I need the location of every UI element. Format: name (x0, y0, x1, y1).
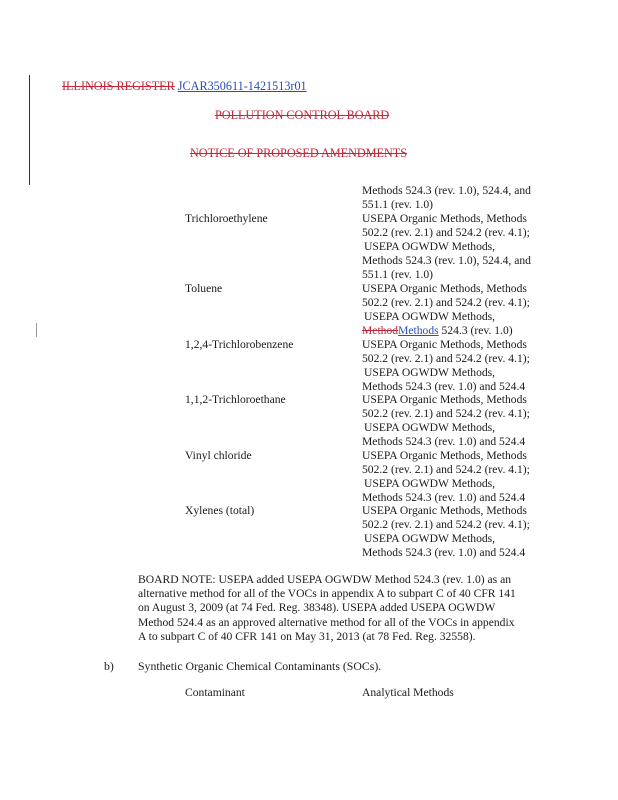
methods-cell (362, 282, 562, 338)
methods-cell (362, 338, 562, 394)
methods-line: USEPA OGWDW Methods, (364, 239, 496, 253)
change-bar-top (29, 75, 30, 185)
methods-line: Methods 524.3 (rev. 1.0), 524.4, and (362, 184, 531, 197)
column-heading-contaminant: Contaminant (185, 686, 245, 699)
board-note-line: BOARD NOTE: USEPA added USEPA OGWDW Method 524.3 (rev. 1.0) as an (138, 573, 512, 586)
methods-line: Methods 524.3 (rev. 1.0) and 524.4 (362, 434, 526, 448)
methods-cell (362, 504, 562, 560)
contaminant-name: 1,1,2-Trichloroethane (185, 393, 286, 406)
methods-line: USEPA Organic Methods, Methods (362, 338, 527, 351)
methods-line: USEPA OGWDW Methods, (364, 309, 496, 323)
register-header (62, 79, 307, 94)
contaminant-name: Vinyl chloride (185, 449, 252, 462)
methods-line: USEPA Organic Methods, Methods (362, 449, 527, 462)
methods-line-rest: 524.3 (rev. 1.0) (438, 323, 513, 337)
contaminant-name: Xylenes (total) (185, 504, 255, 517)
methods-cell (362, 212, 562, 282)
methods-line: 502.2 (rev. 2.1) and 524.2 (rev. 4.1); (362, 351, 530, 365)
contaminant-name: Toluene (185, 282, 223, 295)
methods-line: USEPA Organic Methods, Methods (362, 393, 527, 406)
methods-line: USEPA Organic Methods, Methods (362, 212, 527, 225)
methods-line: Methods 524.3 (rev. 1.0), 524.4, and (362, 253, 531, 267)
methods-line: USEPA Organic Methods, Methods (362, 504, 527, 517)
methods-line: USEPA OGWDW Methods, (364, 476, 496, 490)
board-note-line: alternative method for all of the VOCs in appendix A to subpart C of 40 CFR 141 (138, 587, 516, 601)
methods-cell (362, 449, 562, 505)
methods-line: Methods 524.3 (rev. 1.0) and 524.4 (362, 379, 526, 393)
methods-line: Methods 524.3 (rev. 1.0) and 524.4 (362, 545, 526, 559)
change-bar-mid (36, 323, 37, 337)
inserted-text: Methods (398, 323, 439, 337)
methods-line: 502.2 (rev. 2.1) and 524.2 (rev. 4.1); (362, 225, 530, 239)
section-b-label: b) (104, 659, 114, 673)
methods-line: USEPA OGWDW Methods, (364, 531, 496, 545)
board-note-line: on August 3, 2009 (at 74 Fed. Reg. 38348). USEPA added USEPA OGWDW (138, 601, 496, 615)
column-heading-methods: Analytical Methods (362, 686, 454, 699)
methods-line: USEPA OGWDW Methods, (364, 420, 496, 434)
methods-edit-line (362, 324, 562, 338)
methods-cell (362, 393, 562, 449)
board-note-line: A to subpart C of 40 CFR 141 on May 31, 2013 (at 78 Fed. Reg. 32558). (138, 629, 476, 643)
methods-line: 502.2 (rev. 2.1) and 524.2 (rev. 4.1); (362, 406, 530, 420)
methods-line: 502.2 (rev. 2.1) and 524.2 (rev. 4.1); (362, 517, 530, 531)
section-b-title: Synthetic Organic Chemical Contaminants (SOCs). (138, 659, 382, 673)
methods-line: Methods 524.3 (rev. 1.0) and 524.4 (362, 490, 526, 504)
board-note (138, 573, 538, 644)
deleted-text: Method (362, 323, 399, 337)
methods-line: USEPA Organic Methods, Methods (362, 282, 527, 295)
methods-line: 502.2 (rev. 2.1) and 524.2 (rev. 4.1); (362, 295, 530, 309)
methods-line: 551.1 (rev. 1.0) (362, 267, 434, 281)
methods-line: 551.1 (rev. 1.0) (362, 197, 434, 211)
board-note-line: Method 524.4 as an approved alternative method for all of the VOCs in appendix (138, 615, 515, 629)
methods-line: 502.2 (rev. 2.1) and 524.2 (rev. 4.1); (362, 462, 530, 476)
contaminant-name: Trichloroethylene (185, 212, 268, 225)
agency-heading: POLLUTION CONTROL BOARD (215, 108, 390, 122)
register-deleted-text: ILLINOIS REGISTER (62, 79, 175, 93)
continued-methods (362, 184, 562, 212)
register-inserted-text: JCAR350611-1421513r01 (177, 79, 307, 93)
contaminant-name: 1,2,4-Trichlorobenzene (185, 338, 294, 351)
notice-heading: NOTICE OF PROPOSED AMENDMENTS (190, 146, 408, 160)
methods-line: USEPA OGWDW Methods, (364, 365, 496, 379)
